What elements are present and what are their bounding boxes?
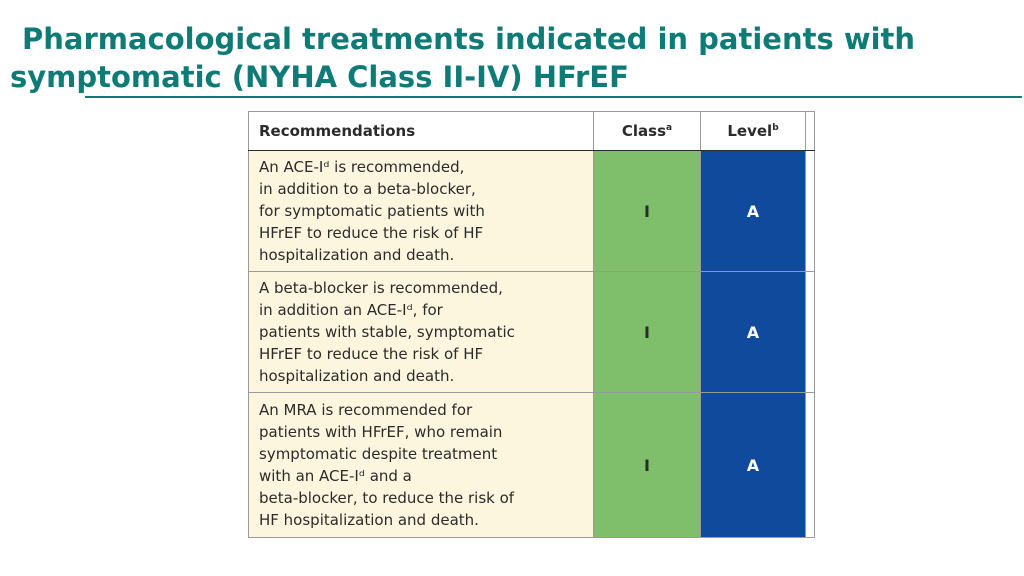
slide-title <box>10 20 1020 96</box>
recommendations-table <box>248 111 815 538</box>
table-header-row <box>249 112 815 151</box>
class-cell: I <box>594 272 701 393</box>
header-recommendations: Recommendations <box>249 112 594 151</box>
title-underline <box>85 96 1022 98</box>
level-cell: A <box>701 393 806 538</box>
title-line-1: Pharmacological treatments indicated in patients with <box>22 22 916 56</box>
row-gap <box>806 272 815 393</box>
recommendation-text: An ACE-Iᵈ is recommended, in addition to a beta-blocker, for symptomatic patients with HFrEF to reduce the risk of HF hospitalization and death. <box>249 151 594 272</box>
header-class: Class$^a$ <box>594 112 701 151</box>
table-row <box>249 393 815 538</box>
recommendation-text: An MRA is recommended for patients with HFrEF, who remain symptomatic despite treatment with an ACE-Iᵈ and a beta-blocker, to reduce the risk of HF hospitalization and death. <box>249 393 594 538</box>
table-row <box>249 151 815 272</box>
level-cell: A <box>701 151 806 272</box>
row-gap <box>806 151 815 272</box>
title-line-2: symptomatic (NYHA Class II-IV) HFrEF <box>10 60 629 94</box>
level-cell: A <box>701 272 806 393</box>
header-gap <box>806 112 815 151</box>
row-gap <box>806 393 815 538</box>
recommendation-text: A beta-blocker is recommended, in addition an ACE-Iᵈ, for patients with stable, symptomatic HFrEF to reduce the risk of HF hospitalization and death. <box>249 272 594 393</box>
class-cell: I <box>594 151 701 272</box>
table-row <box>249 272 815 393</box>
header-level: Level$^b$ <box>701 112 806 151</box>
header-class-footnote: a <box>666 123 673 133</box>
header-level-footnote: b <box>772 123 779 133</box>
class-cell: I <box>594 393 701 538</box>
